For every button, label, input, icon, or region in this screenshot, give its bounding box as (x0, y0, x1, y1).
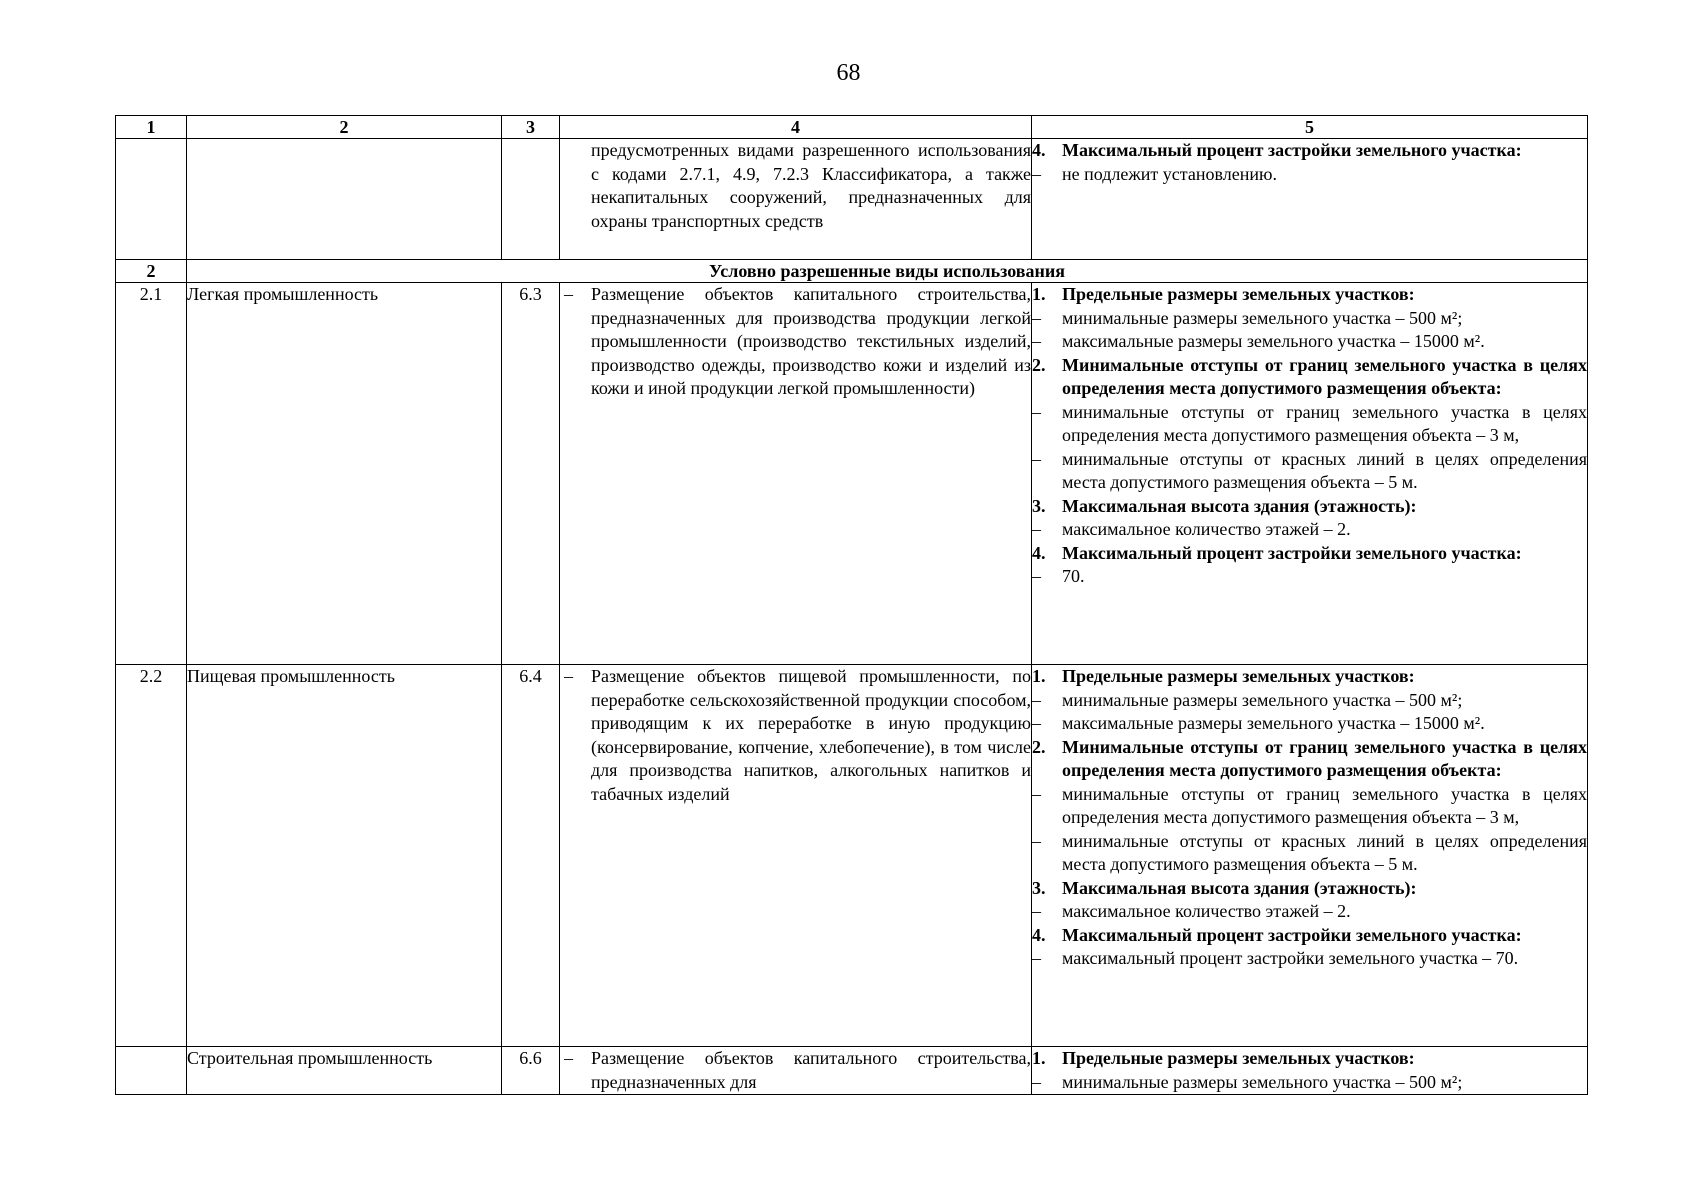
param-number: 2. (1032, 736, 1046, 757)
param-item (1032, 448, 1587, 495)
dash-marker: – (564, 666, 573, 686)
param-heading (1032, 736, 1587, 783)
header-cell: 3 (502, 116, 560, 139)
param-title: Максимальный процент застройки земельного участка: (1062, 924, 1522, 945)
params-cell (1032, 139, 1588, 260)
param-number: 1. (1032, 666, 1046, 686)
header-cell: 2 (187, 116, 502, 139)
param-number: 3. (1032, 495, 1046, 516)
row-number: 2.2 (116, 665, 187, 1047)
param-number: 3. (1032, 877, 1046, 898)
param-item (1032, 518, 1587, 542)
header-cell: 4 (560, 116, 1032, 139)
row-number: 2.1 (116, 283, 187, 665)
dash-marker: – (1032, 401, 1041, 422)
param-item (1032, 163, 1587, 187)
description-text: предусмотренных видами разрешенного использования с кодами 2.7.1, 4.9, 7.2.3 Классификатора, а также некапитальных сооружений, предназначенных для охраны транспортных средств (591, 140, 1031, 231)
dash-marker: – (1032, 1071, 1041, 1092)
use-name: Легкая промышленность (187, 283, 502, 665)
param-item-text: не подлежит установлению. (1062, 163, 1277, 184)
param-item-text: максимальный процент застройки земельного участка – 70. (1062, 948, 1519, 968)
param-title: Минимальные отступы от границ земельного участка в целях определения места допустимого размещения объекта: (1062, 736, 1587, 780)
param-title: Предельные размеры земельных участков: (1062, 666, 1415, 686)
code-cell (502, 139, 560, 260)
param-item-text: минимальные отступы от красных линий в целях определения места допустимого размещения объекта – 5 м. (1062, 830, 1587, 874)
table-row (116, 1047, 1588, 1095)
param-item (1032, 689, 1587, 713)
dash-marker: – (1032, 163, 1041, 184)
dash-marker: – (1032, 519, 1041, 539)
param-title: Предельные размеры земельных участков: (1062, 284, 1415, 304)
param-item-text: 70. (1062, 566, 1085, 586)
description-text (560, 665, 1031, 806)
param-title: Минимальные отступы от границ земельного участка в целях определения места допустимого размещения объекта: (1062, 354, 1587, 398)
param-heading (1032, 495, 1587, 519)
param-number: 2. (1032, 354, 1046, 375)
param-item (1032, 900, 1587, 924)
section-row (116, 260, 1588, 283)
dash-marker: – (1032, 783, 1041, 804)
name-cell (187, 139, 502, 260)
param-title: Предельные размеры земельных участков: (1062, 1048, 1415, 1068)
dash-marker: – (564, 1048, 573, 1068)
row-number (116, 1047, 187, 1095)
description-text (560, 283, 1031, 401)
table-header-row (116, 116, 1588, 139)
description-text (560, 1047, 1031, 1094)
param-title: Максимальный процент застройки земельного участка: (1062, 140, 1522, 160)
use-name: Пищевая промышленность (187, 665, 502, 1047)
param-number: 1. (1032, 1048, 1046, 1068)
description-value: Размещение объектов пищевой промышленности, по переработке сельскохозяйственной продукции способом, приводящим к их переработке в иную продукцию (консервирование, копчение, хлебопечение), в том числе для производства напитков, алкогольных напитков и табачных изделий (591, 666, 1031, 804)
param-item-text: максимальное количество этажей – 2. (1062, 519, 1351, 539)
header-cell: 1 (116, 116, 187, 139)
param-heading (1032, 665, 1587, 689)
dash-marker: – (1032, 566, 1041, 586)
description-cell (560, 1047, 1032, 1095)
param-item (1032, 330, 1587, 354)
param-title: Максимальная высота здания (этажность): (1062, 495, 1417, 516)
description-cell (560, 139, 1032, 260)
param-number: 4. (1032, 924, 1046, 945)
description-value: Размещение объектов капитального строительства, предназначенных для (591, 1048, 1031, 1092)
param-number: 4. (1032, 542, 1046, 563)
dash-marker: – (1032, 948, 1041, 968)
param-heading (1032, 354, 1587, 401)
param-title: Максимальный процент застройки земельного участка: (1062, 542, 1522, 563)
param-item (1032, 565, 1587, 589)
param-item (1032, 783, 1587, 830)
param-heading (1032, 1047, 1587, 1071)
description-cell (560, 283, 1032, 665)
continuation-row (116, 139, 1588, 260)
use-name: Строительная промышленность (187, 1047, 502, 1095)
table-row (116, 665, 1588, 1047)
dash-marker: – (1032, 830, 1041, 851)
section-number: 2 (116, 260, 187, 283)
dash-marker: – (1032, 448, 1041, 469)
param-heading (1032, 139, 1587, 163)
param-title: Максимальная высота здания (этажность): (1062, 877, 1417, 898)
param-item-text: минимальные отступы от границ земельного участка в целях определения места допустимого размещения объекта – 3 м, (1062, 401, 1587, 445)
params-cell (1032, 1047, 1588, 1095)
use-code: 6.6 (502, 1047, 560, 1095)
param-heading (1032, 924, 1587, 948)
num-cell (116, 139, 187, 260)
param-heading (1032, 877, 1587, 901)
land-use-table (115, 115, 1588, 1095)
params-cell (1032, 665, 1588, 1047)
param-heading (1032, 283, 1587, 307)
table-row (116, 283, 1588, 665)
header-cell: 5 (1032, 116, 1588, 139)
page-number: 68 (836, 60, 861, 86)
param-item-text: минимальные размеры земельного участка – 500 м²; (1062, 307, 1463, 328)
param-item (1032, 401, 1587, 448)
dash-marker: – (1032, 331, 1041, 351)
param-item (1032, 712, 1587, 736)
param-number: 1. (1032, 284, 1046, 304)
param-item-text: минимальные размеры земельного участка – 500 м²; (1062, 689, 1463, 710)
param-item-text: максимальное количество этажей – 2. (1062, 901, 1351, 921)
param-item-text: минимальные отступы от границ земельного участка в целях определения места допустимого размещения объекта – 3 м, (1062, 783, 1587, 827)
param-number: 4. (1032, 140, 1046, 160)
param-item-text: минимальные размеры земельного участка – 500 м²; (1062, 1071, 1463, 1092)
param-item-text: максимальные размеры земельного участка – 15000 м². (1062, 713, 1485, 733)
param-heading (1032, 542, 1587, 566)
description-value: Размещение объектов капитального строительства, предназначенных для производства продукции легкой промышленности (производство текстильных изделий, производство одежды, производство кожи и изделий из кожи и иной продукции легкой промышленности) (591, 284, 1031, 398)
param-item (1032, 1071, 1587, 1095)
dash-marker: – (564, 284, 573, 304)
dash-marker: – (1032, 901, 1041, 921)
description-cell (560, 665, 1032, 1047)
params-cell (1032, 283, 1588, 665)
param-item (1032, 947, 1587, 971)
dash-marker: – (1032, 689, 1041, 710)
dash-marker: – (1032, 307, 1041, 328)
param-item-text: минимальные отступы от красных линий в целях определения места допустимого размещения объекта – 5 м. (1062, 448, 1587, 492)
dash-marker: – (1032, 713, 1041, 733)
use-code: 6.3 (502, 283, 560, 665)
use-code: 6.4 (502, 665, 560, 1047)
param-item (1032, 307, 1587, 331)
section-title: Условно разрешенные виды использования (187, 260, 1588, 283)
param-item-text: максимальные размеры земельного участка – 15000 м². (1062, 331, 1485, 351)
param-item (1032, 830, 1587, 877)
